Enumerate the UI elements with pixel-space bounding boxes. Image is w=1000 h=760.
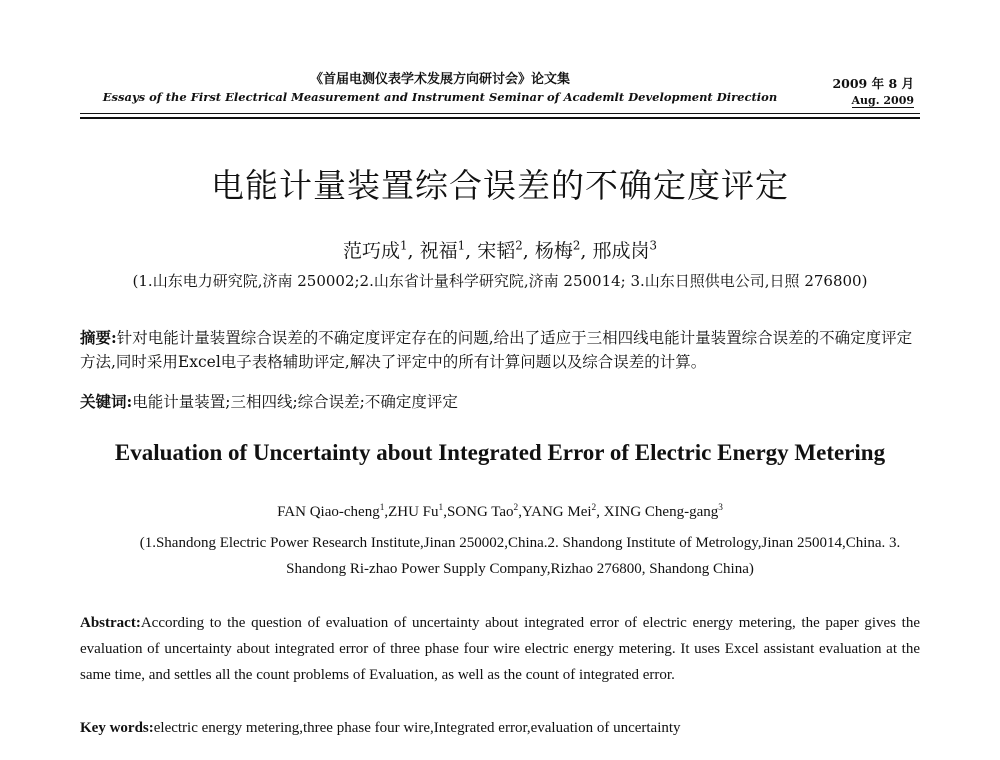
author-en: YANG Mei (521, 504, 592, 520)
issue-date-en: Aug. 2009 (851, 94, 914, 107)
author-affiliation-mark: 1 (400, 238, 408, 253)
keywords-label-en: Key words: (80, 720, 154, 736)
author-affiliation-mark: 2 (572, 238, 581, 253)
paper-title-en: Evaluation of Uncertainty about Integrated Error of Electric Energy Metering (114, 440, 886, 465)
author-cn: 宋韬 (477, 240, 516, 262)
paper-title-cn: 电能计量装置综合误差的不确定度评定 (211, 166, 789, 205)
abstract-text-cn: 针对电能计量装置综合误差的不确定度评定存在的问题,给出了适应于三相四线电能计量装置综合误差的不确定度评定方法,同时采用Excel电子表格辅助评定,解决了评定中的所有计算问题以及综合误差的计算。 (80, 329, 913, 371)
authors-en: FAN Qiao-cheng$^1$,ZHU Fu$^1$,SONG Tao$^2$,YANG Mei$^2$, XING Cheng-gang$^3$ (277, 503, 723, 520)
author-cn: 范巧成 (343, 240, 401, 262)
author-affiliation-mark: 1 (438, 503, 444, 513)
header-rule-thick (80, 117, 920, 119)
author-affiliation-mark: 2 (513, 503, 519, 513)
keywords-en (80, 716, 920, 740)
author-affiliation-mark: 3 (718, 503, 723, 513)
abstract-text-en: According to the question of evaluation of uncertainty about integrated error of electric energy metering, the paper gives the evaluation of uncertainty about integrated error of three phase four wire electric energy metering. It uses Excel assistant evaluation at the same time, and settles all the count problems of Evaluation, as well as the count of integrated error. (80, 615, 920, 683)
author-en: FAN Qiao-cheng (277, 504, 380, 520)
keywords-label-cn: 关键词: (80, 392, 133, 411)
abstract-label-cn: 摘要: (80, 328, 117, 347)
page-header (80, 64, 920, 116)
author-affiliation-mark: 2 (515, 238, 523, 253)
journal-title-cn: 《首届电测仪表学术发展方向研讨会》论文集 (309, 72, 570, 87)
affiliations-en: (1.Shandong Electric Power Research Institute,Jinan 250002,China.2. Shandong Institute of Metrology,Jinan 250014,China. 3. Shandong Ri-zhao Power Supply Company,Rizhao 276800, Shandong China) (139, 535, 901, 577)
author-affiliation-mark: 1 (457, 238, 466, 253)
keywords-cn (80, 390, 920, 414)
keywords-text-cn: 电能计量装置;三相四线;综合误差;不确定度评定 (132, 393, 458, 411)
issue-date-cn: 2009 年 8 月 (832, 76, 914, 91)
affiliations-cn: (1.山东电力研究院,济南 250002;2.山东省计量科学研究院,济南 250014; 3.山东日照供电公司,日照 276800) (132, 272, 868, 290)
author-affiliation-mark: 3 (649, 238, 657, 253)
journal-title-en: Essays of the First Electrical Measurement and Instrument Seminar of Academlt Development Direction (102, 90, 778, 104)
author-cn: 邢成岗 (592, 240, 650, 262)
author-en: XING Cheng-gang (603, 504, 719, 520)
abstract-label-en: Abstract: (80, 615, 141, 631)
author-affiliation-mark: 2 (591, 503, 597, 513)
author-en: ZHU Fu (388, 504, 439, 520)
author-cn: 祝福 (419, 240, 458, 262)
abstract-en (80, 610, 920, 688)
header-rule-thin (80, 113, 920, 114)
authors-cn: 范巧成$^1$, 祝福$^1$, 宋韬$^2$, 杨梅$^2$, 邢成岗$^3$ (343, 238, 657, 262)
author-cn: 杨梅 (534, 240, 573, 262)
author-affiliation-mark: 1 (379, 503, 385, 513)
author-en: SONG Tao (446, 504, 514, 520)
keywords-text-en: electric energy metering,three phase four wire,Integrated error,evaluation of uncertainty (153, 720, 681, 736)
abstract-cn (80, 326, 920, 374)
